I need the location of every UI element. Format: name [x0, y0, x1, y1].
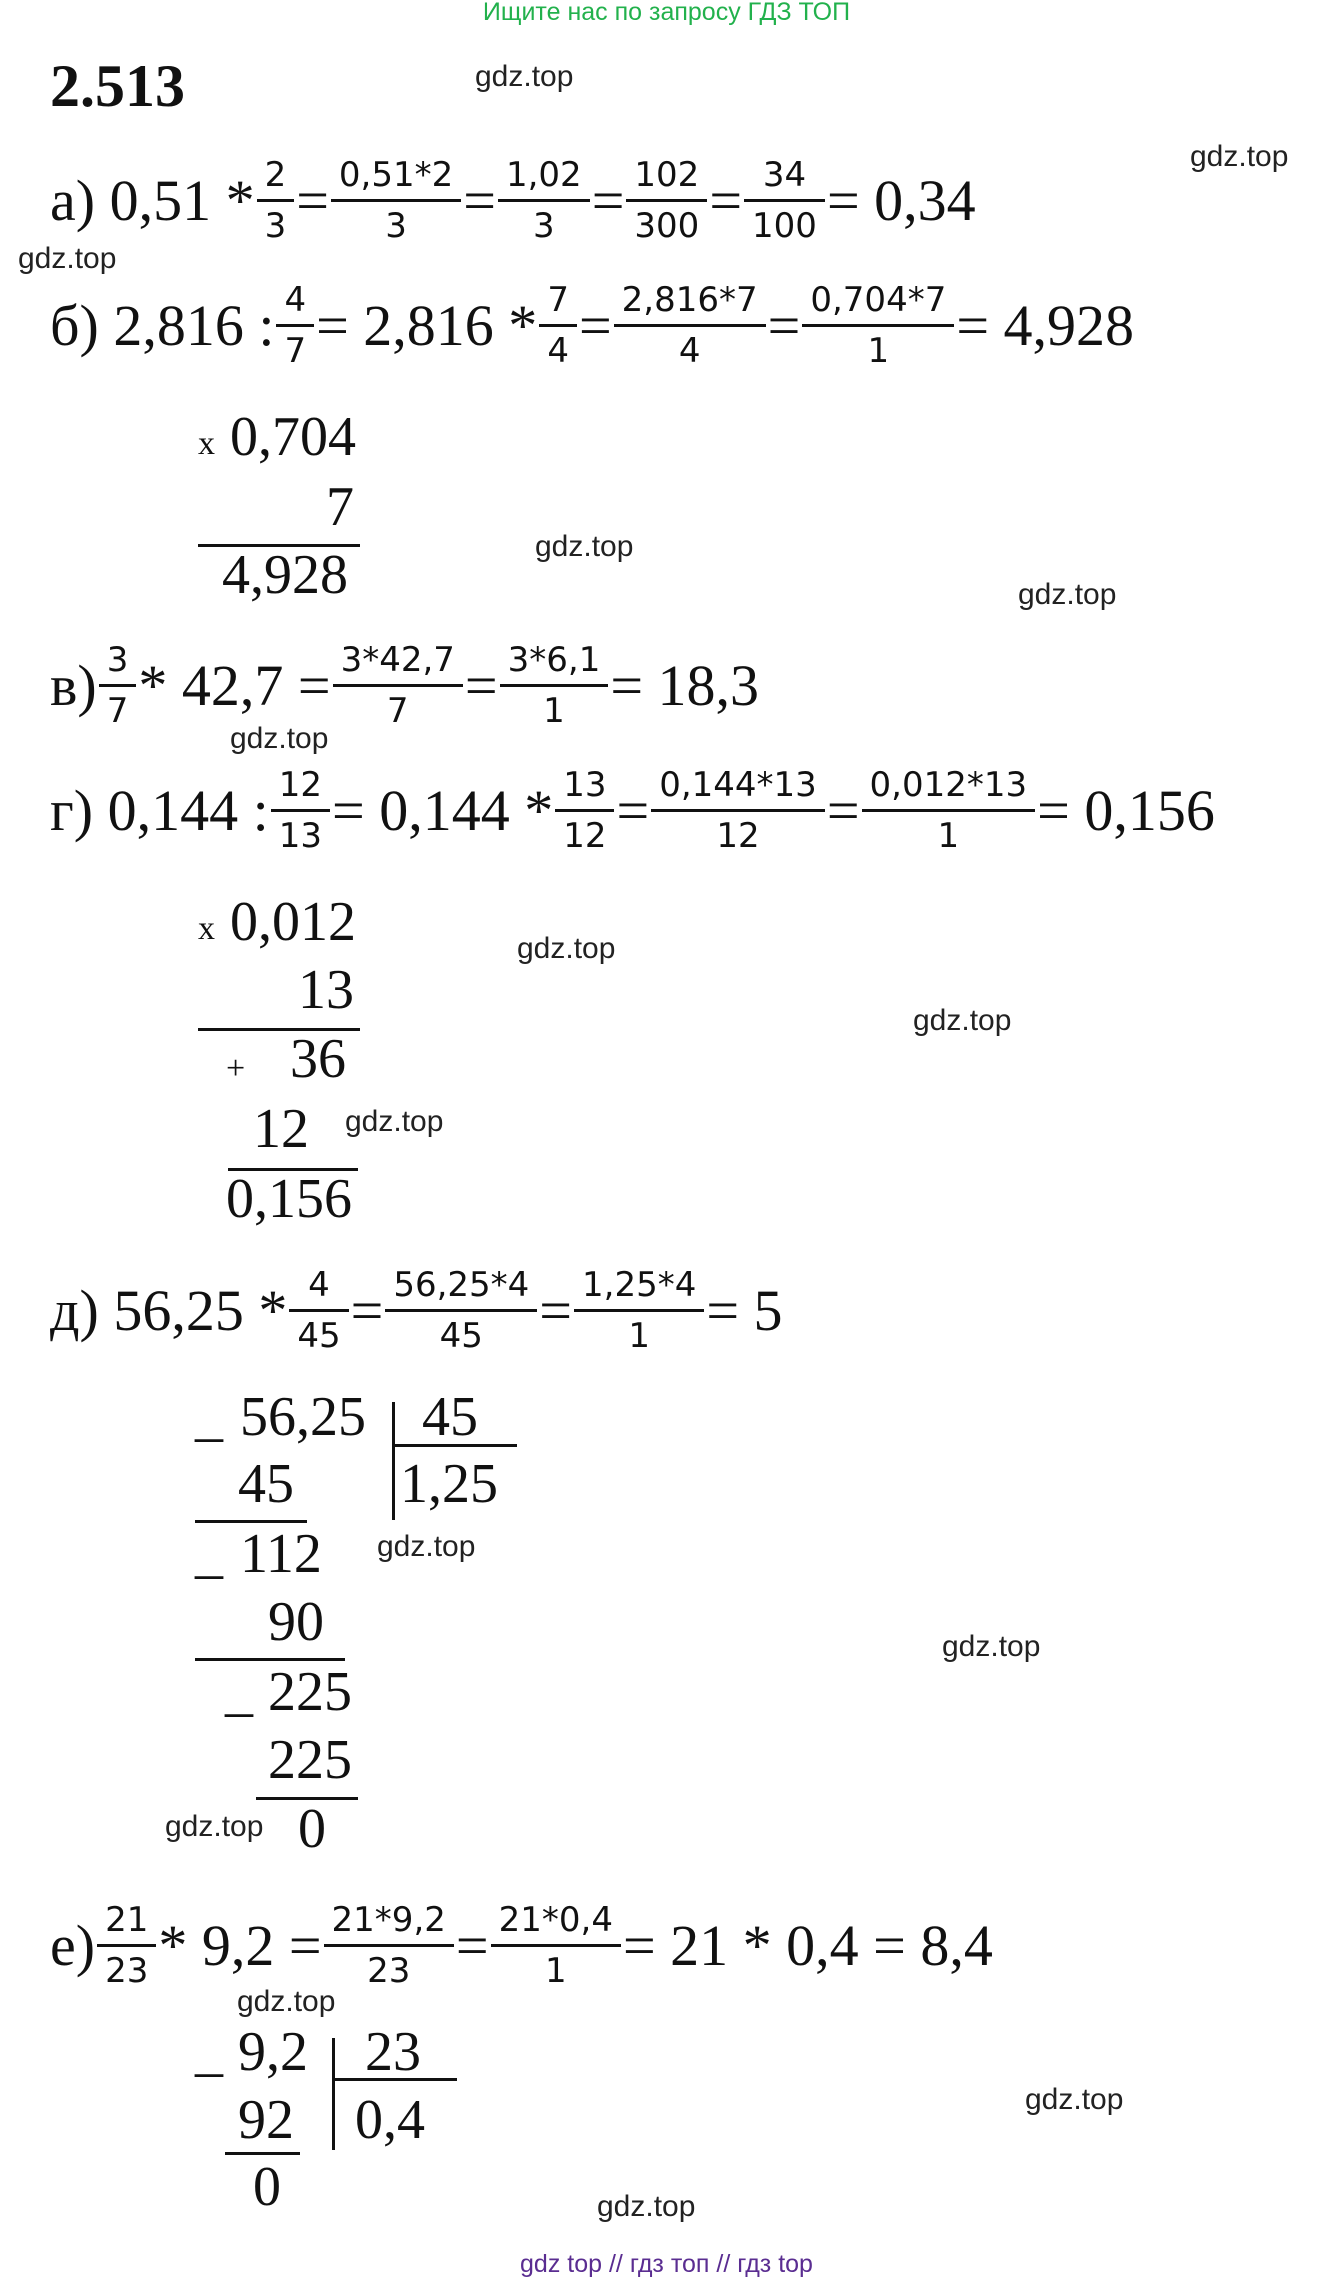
watermark: gdz.top — [597, 2190, 696, 2223]
label-e: е) — [50, 1912, 96, 1978]
watermark: gdz.top — [535, 530, 634, 563]
fraction: $\frac{4}{7}$ — [280, 280, 310, 371]
label-d: д) — [50, 1277, 99, 1343]
equation-d: д) 56,25 * $\frac{4}{45}$ = $\frac{56,25*4}{45}$ = $\frac{1,25*4}{1}$ = 5 — [50, 1264, 783, 1356]
watermark: gdz.top — [475, 60, 574, 93]
watermark: gdz.top — [517, 932, 616, 965]
label-b: б) — [50, 292, 99, 358]
watermark: gdz.top — [1025, 2083, 1124, 2116]
fraction: $\frac{21*9,2}{23}$ — [328, 1900, 450, 1991]
equation-g: г) 0,144 : $\frac{12}{13}$ = 0,144 * $\frac{13}{12}$ = $\frac{0,144*13}{12}$ = $\frac{0,012*13}{1}$ = 0,156 — [50, 764, 1215, 856]
footer-links[interactable]: gdz top // гдз топ // гдз top — [520, 2250, 813, 2278]
watermark: gdz.top — [1018, 578, 1117, 611]
fraction: $\frac{0,144*13}{12}$ — [655, 765, 821, 856]
fraction: $\frac{102}{300}$ — [630, 155, 703, 246]
watermark: gdz.top — [18, 242, 117, 275]
fraction: $\frac{2}{3}$ — [261, 155, 291, 246]
watermark: gdz.top — [377, 1530, 476, 1563]
watermark: gdz.top — [345, 1105, 444, 1138]
label-v: в) — [50, 652, 97, 718]
watermark: gdz.top — [230, 722, 329, 755]
fraction: $\frac{0,704*7}{1}$ — [806, 280, 950, 371]
fraction: $\frac{3*6,1}{1}$ — [504, 640, 605, 731]
fraction: $\frac{1,02}{3}$ — [502, 155, 586, 246]
fraction: $\frac{3}{7}$ — [103, 640, 133, 731]
top-banner[interactable]: Ищите нас по запросу ГДЗ ТОП — [482, 0, 851, 26]
result-b: = 4,928 — [956, 292, 1135, 358]
fraction: $\frac{21}{23}$ — [101, 1900, 152, 1991]
watermark: gdz.top — [942, 1630, 1041, 1663]
problem-number: 2.513 — [50, 53, 185, 119]
watermark: gdz.top — [237, 1985, 336, 2018]
fraction: $\frac{4}{45}$ — [293, 1265, 344, 1356]
result-d: = 5 — [706, 1277, 783, 1343]
fraction: $\frac{0,012*13}{1}$ — [866, 765, 1032, 856]
fraction: $\frac{2,816*7}{4}$ — [618, 280, 762, 371]
fraction: $\frac{56,25*4}{45}$ — [389, 1265, 533, 1356]
result-v: = 18,3 — [610, 652, 760, 718]
fraction: $\frac{1,25*4}{1}$ — [578, 1265, 700, 1356]
fraction: $\frac{12}{13}$ — [275, 765, 326, 856]
fraction: $\frac{3*42,7}{7}$ — [337, 640, 459, 731]
watermark: gdz.top — [165, 1810, 264, 1843]
fraction: $\frac{7}{4}$ — [543, 280, 573, 371]
result-g: = 0,156 — [1037, 777, 1215, 843]
result-e: = 21 * 0,4 = 8,4 — [622, 1912, 993, 1978]
equation-v: в) $\frac{3}{7}$ * 42,7 = $\frac{3*42,7}{7}$ = $\frac{3*6,1}{1}$ = 18,3 — [50, 639, 760, 731]
fraction: $\frac{21*0,4}{1}$ — [495, 1900, 617, 1991]
equation-b: б) 2,816 : $\frac{4}{7}$ = 2,816 * $\frac{7}{4}$ = $\frac{2,816*7}{4}$ = $\frac{0,704*7}{1}$ = 4,928 — [50, 279, 1135, 371]
watermark: gdz.top — [1190, 140, 1289, 173]
watermark: gdz.top — [913, 1004, 1012, 1037]
equation-e: е) $\frac{21}{23}$ * 9,2 = $\frac{21*9,2}{23}$ = $\frac{21*0,4}{1}$ = 21 * 0,4 = 8,4 — [50, 1899, 993, 1991]
result-a: = 0,34 — [826, 167, 976, 233]
label-g: г) — [50, 777, 94, 843]
fraction: $\frac{13}{12}$ — [559, 765, 610, 856]
fraction: $\frac{0,51*2}{3}$ — [335, 155, 457, 246]
fraction: $\frac{34}{100}$ — [748, 155, 821, 246]
label-a: а) — [50, 167, 96, 233]
equation-a: а) 0,51 * $\frac{2}{3}$ = $\frac{0,51*2}{3}$ = $\frac{1,02}{3}$ = $\frac{102}{300}$ = $\frac{34}{100}$ = 0,34 — [50, 154, 976, 246]
